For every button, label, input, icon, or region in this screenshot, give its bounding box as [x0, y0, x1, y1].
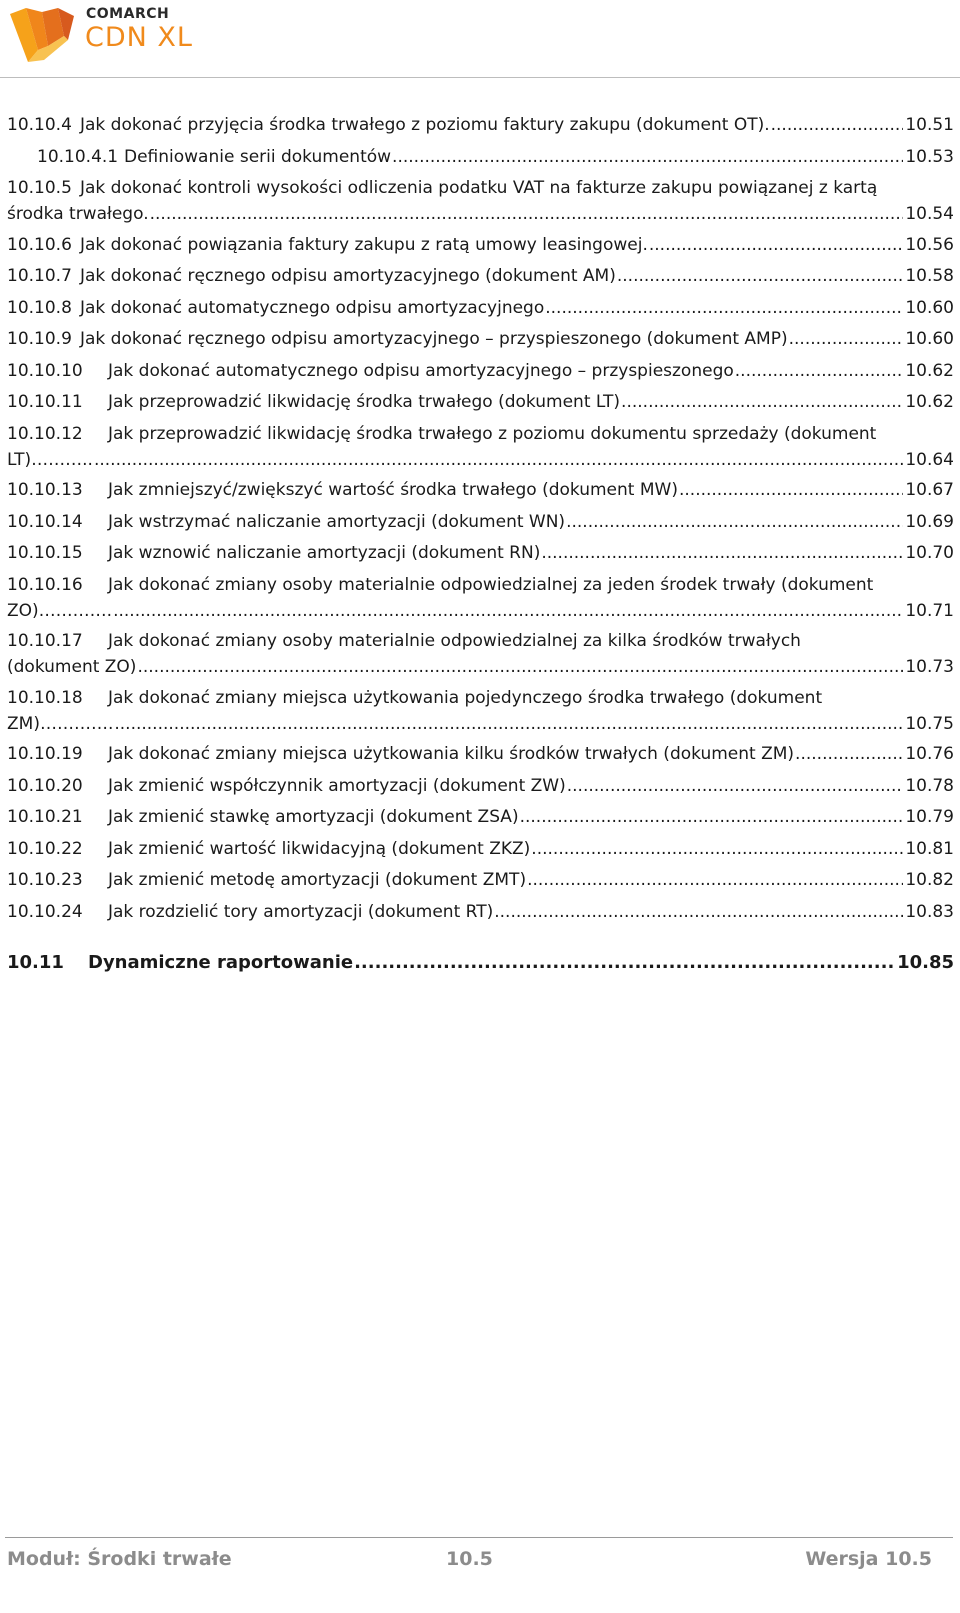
toc-entry-page: 10.60 — [905, 297, 954, 318]
toc-entry-number: 10.10.4 — [7, 115, 72, 135]
toc-section-number: 10.11 — [7, 952, 64, 973]
toc-entry-title: Jak rozdzielić tory amortyzacji (dokument RT) — [108, 901, 494, 922]
toc-entry-number: 10.10.20 — [7, 775, 83, 796]
toc-entry[interactable] — [7, 741, 954, 773]
toc-entry-number: 10.10.10 — [7, 360, 83, 381]
toc-entry-number: 10.10.5 — [7, 178, 72, 198]
toc-dot-leader — [617, 263, 903, 289]
product-name: CDN XL — [85, 22, 193, 53]
toc-entry-title: Jak dokonać zmiany osoby materialnie odpowiedzialnej za jeden środek trwały (dokument — [108, 574, 874, 595]
toc-entry-number: 10.10.13 — [7, 480, 83, 500]
footer-page-number: 10.5 — [446, 1548, 493, 1570]
toc-entry-number: 10.10.21 — [7, 807, 83, 827]
toc-dot-leader — [771, 112, 904, 138]
toc-entry[interactable] — [7, 232, 954, 264]
toc-entry-page: 10.53 — [905, 146, 954, 167]
toc-entry-title: Jak dokonać zmiany miejsca użytkowania kilku środków trwałych (dokument ZM) — [108, 744, 795, 764]
toc-entry-number: 10.10.8 — [7, 297, 72, 318]
comarch-logo-icon — [8, 6, 78, 64]
toc-entry-title-continued: LT)……….. — [7, 449, 93, 470]
toc-entry-number: 10.10.12 — [7, 423, 83, 444]
toc-dot-leader — [541, 540, 903, 566]
toc-entry-number: 10.10.4.1 — [37, 146, 119, 167]
toc-entry[interactable] — [7, 477, 954, 509]
toc-dot-leader — [679, 477, 903, 503]
toc-dot-leader — [567, 773, 904, 799]
toc-dot-leader — [520, 804, 904, 830]
toc-dot-leader — [392, 144, 903, 170]
toc-entry-number: 10.10.17 — [7, 631, 83, 651]
toc-entry[interactable] — [7, 685, 954, 742]
toc-entry-number: 10.10.24 — [7, 901, 83, 922]
toc-entry-title: Jak zmienić współczynnik amortyzacji (dokument ZW) — [108, 775, 566, 796]
footer-module-name: Moduł: Środki trwałe — [7, 1548, 232, 1570]
toc-entry[interactable] — [7, 112, 954, 144]
toc-entry-number: 10.10.9 — [7, 329, 72, 349]
toc-entry-page: 10.58 — [905, 266, 954, 286]
toc-entry-title: Jak wznowić naliczanie amortyzacji (dokument RN) — [108, 543, 541, 563]
toc-entry-title: Jak dokonać powiązania faktury zakupu z ratą umowy leasingowej. — [80, 234, 648, 255]
toc-entry[interactable] — [7, 773, 954, 805]
toc-entry-title: Jak dokonać ręcznego odpisu amortyzacyjnego (dokument AM) — [80, 266, 616, 286]
toc-dot-leader — [114, 711, 903, 737]
toc-dot-leader — [649, 232, 903, 258]
toc-entry[interactable] — [7, 540, 954, 572]
toc-entry-page: 10.83 — [905, 901, 954, 922]
toc-entry[interactable] — [7, 572, 954, 629]
toc-entry-title: Jak dokonać kontroli wysokości odliczenia podatku VAT na fakturze zakupu powiązanej z kartą — [80, 178, 878, 198]
page-header — [0, 0, 960, 78]
toc-entry[interactable] — [7, 509, 954, 541]
toc-entry-title-continued: (dokument ZO) — [7, 657, 137, 677]
toc-entry-title: Jak zmienić stawkę amortyzacji (dokument ZSA) — [108, 807, 519, 827]
toc-entry-page: 10.75 — [905, 713, 954, 734]
toc-dot-leader — [494, 899, 903, 925]
toc-dot-leader — [545, 295, 903, 321]
brand-name: COMARCH — [86, 6, 170, 22]
toc-entry-page: 10.69 — [905, 511, 954, 532]
toc-entry[interactable] — [7, 899, 954, 931]
toc-entry-title: Jak dokonać zmiany osoby materialnie odpowiedzialnej za kilka środków trwałych — [108, 631, 801, 651]
toc-entry-title: Jak dokonać automatycznego odpisu amortyzacyjnego – przyspieszonego — [108, 360, 734, 381]
toc-entry[interactable] — [7, 295, 954, 327]
toc-entry[interactable] — [7, 389, 954, 421]
toc-entry-page: 10.79 — [905, 807, 954, 827]
toc-entry[interactable] — [7, 421, 954, 478]
toc-dot-leader — [527, 867, 903, 893]
toc-entry-title-continued: ZM)…………. — [7, 713, 114, 734]
toc-entry-number: 10.10.23 — [7, 870, 83, 890]
toc-entry-title: Jak zmniejszyć/zwiększyć wartość środka trwałego (dokument MW) — [108, 480, 678, 500]
header-divider — [0, 77, 960, 78]
toc-entry-title-continued: ZO)…………. — [7, 600, 113, 621]
toc-entry-title-continued: środka trwałego. — [7, 204, 149, 224]
toc-entry[interactable] — [7, 263, 954, 295]
toc-entry-page: 10.54 — [905, 204, 954, 224]
toc-dot-leader — [789, 326, 904, 352]
toc-entry-number: 10.10.18 — [7, 687, 83, 708]
toc-entry[interactable] — [7, 175, 954, 232]
toc-dot-leader — [566, 509, 903, 535]
toc-entry-page: 10.64 — [905, 449, 954, 470]
toc-entry[interactable] — [7, 804, 954, 836]
toc-entry-title: Jak dokonać zmiany miejsca użytkowania pojedynczego środka trwałego (dokument — [108, 687, 823, 708]
toc-entry[interactable] — [7, 358, 954, 390]
toc-entry[interactable] — [7, 836, 954, 868]
toc-entry-number: 10.10.6 — [7, 234, 72, 255]
toc-entry-page: 10.51 — [905, 115, 954, 135]
toc-dot-leader — [531, 836, 903, 862]
toc-entry-title: Definiowanie serii dokumentów — [124, 146, 392, 167]
toc-entry-page: 10.60 — [905, 329, 954, 349]
toc-entry-number: 10.10.15 — [7, 543, 83, 563]
toc-dot-leader — [354, 950, 895, 976]
toc-dot-leader — [735, 358, 904, 384]
footer-divider — [5, 1537, 953, 1538]
table-of-contents — [7, 112, 954, 982]
toc-entry-title: Jak dokonać przyjęcia środka trwałego z poziomu faktury zakupu (dokument OT). — [80, 115, 770, 135]
toc-entry-number: 10.10.22 — [7, 838, 83, 859]
toc-entry-number: 10.10.11 — [7, 392, 83, 412]
toc-entry-page: 10.76 — [905, 744, 954, 764]
toc-entry-page: 10.56 — [905, 234, 954, 255]
toc-entry-title: Jak wstrzymać naliczanie amortyzacji (dokument WN) — [108, 511, 566, 532]
toc-entry[interactable] — [7, 628, 954, 685]
toc-entry-number: 10.10.19 — [7, 744, 83, 764]
toc-dot-leader — [137, 654, 903, 680]
toc-section-page: 10.85 — [897, 952, 954, 973]
toc-entry-page: 10.82 — [905, 870, 954, 890]
toc-entry-title: Jak przeprowadzić likwidację środka trwałego z poziomu dokumentu sprzedaży (dokument — [108, 423, 877, 444]
toc-entry[interactable] — [7, 144, 954, 176]
toc-entry-number: 10.10.16 — [7, 574, 83, 595]
toc-entry-page: 10.62 — [905, 392, 954, 412]
footer-version: Wersja 10.5 — [805, 1548, 932, 1570]
toc-dot-leader — [150, 201, 904, 227]
toc-entry-title: Jak dokonać automatycznego odpisu amortyzacyjnego — [80, 297, 545, 318]
toc-dot-leader — [113, 598, 903, 624]
toc-entry-page: 10.71 — [905, 600, 954, 621]
toc-entry-page: 10.70 — [905, 543, 954, 563]
toc-entry[interactable] — [7, 867, 954, 899]
toc-entry-page: 10.67 — [905, 480, 954, 500]
toc-entry-title: Jak przeprowadzić likwidację środka trwałego (dokument LT) — [108, 392, 621, 412]
toc-entry-number: 10.10.7 — [7, 266, 72, 286]
toc-entry-page: 10.62 — [905, 360, 954, 381]
toc-dot-leader — [94, 447, 903, 473]
toc-entry-page: 10.81 — [905, 838, 954, 859]
toc-entry-number: 10.10.14 — [7, 511, 83, 532]
toc-entry-page: 10.73 — [905, 657, 954, 677]
toc-section-entry[interactable] — [7, 950, 954, 982]
toc-dot-leader — [621, 389, 903, 415]
toc-section-title: Dynamiczne raportowanie — [88, 952, 354, 973]
toc-entry-title: Jak zmienić metodę amortyzacji (dokument ZMT) — [108, 870, 527, 890]
toc-entry[interactable] — [7, 326, 954, 358]
toc-entry-page: 10.78 — [905, 775, 954, 796]
toc-dot-leader — [795, 741, 903, 767]
toc-entry-title: Jak zmienić wartość likwidacyjną (dokument ZKZ) — [108, 838, 531, 859]
toc-entry-title: Jak dokonać ręcznego odpisu amortyzacyjnego – przyspieszonego (dokument AMP) — [80, 329, 788, 349]
